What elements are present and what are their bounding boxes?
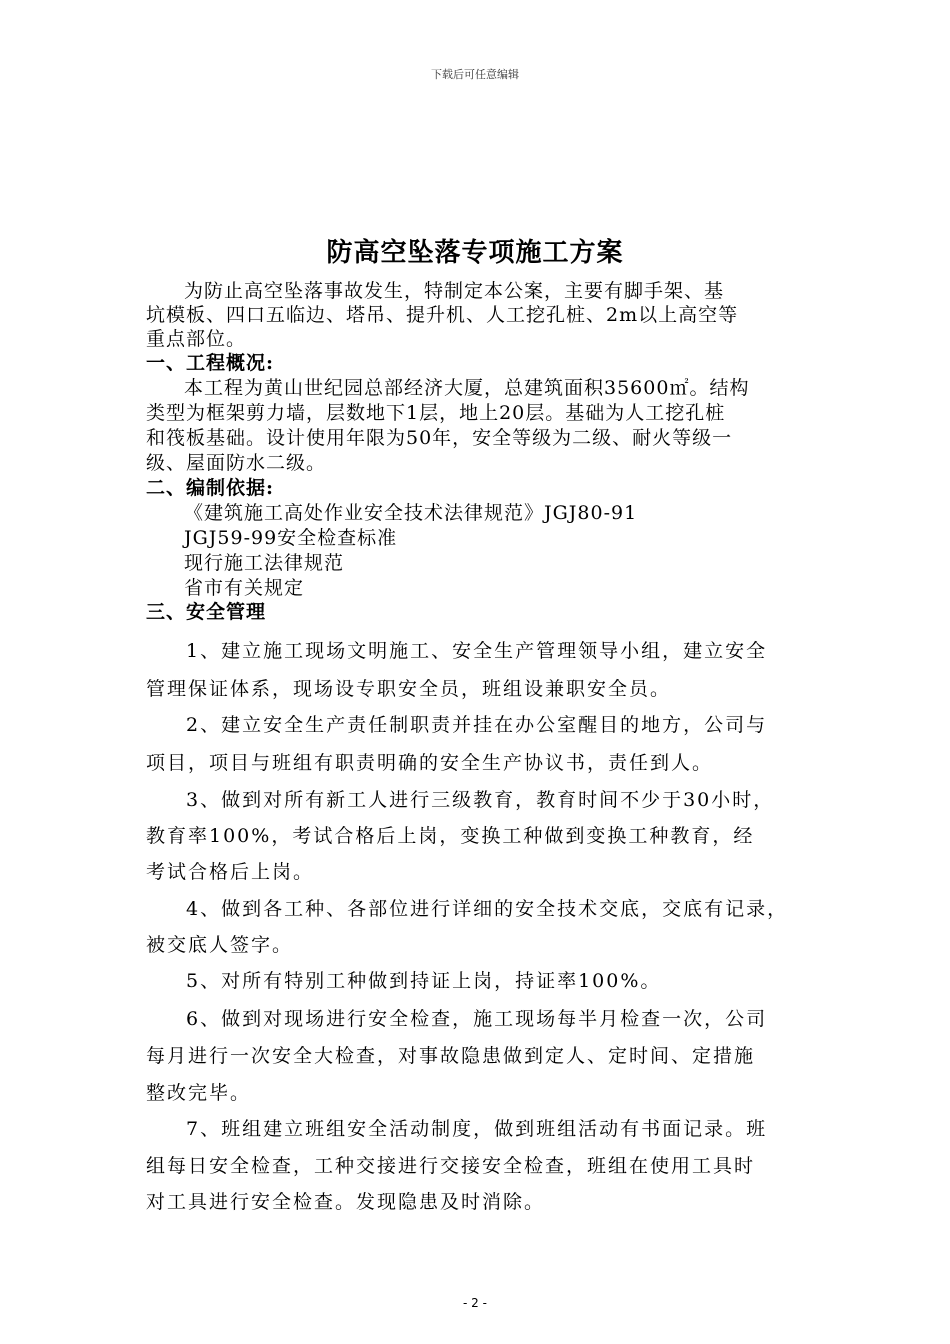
safety-line: 1、建立施工现场文明施工、安全生产管理领导小组，建立安全 bbox=[186, 640, 768, 662]
intro-line: 为防止高空坠落事故发生，特制定本公案，主要有脚手架、基 bbox=[184, 280, 725, 302]
safety-line: 每月进行一次安全大检查，对事故隐患做到定人、定时间、定措施 bbox=[146, 1045, 756, 1067]
basis-item: 省市有关规定 bbox=[184, 577, 305, 599]
overview-line: 类型为框架剪力墙，层数地下1层，地上20层。基础为人工挖孔桩 bbox=[146, 402, 726, 424]
overview-line: 和筏板基础。设计使用年限为50年，安全等级为二级、耐火等级一 bbox=[146, 427, 733, 449]
safety-line: 7、班组建立班组安全活动制度，做到班组活动有书面记录。班 bbox=[186, 1118, 768, 1140]
safety-line: 2、建立安全生产责任制职责并挂在办公室醒目的地方，公司与 bbox=[186, 714, 768, 736]
basis-item: 现行施工法律规范 bbox=[184, 552, 345, 574]
basis-item: 《建筑施工高处作业安全技术法律规范》JGJ80-91 bbox=[184, 502, 638, 524]
safety-line: 对工具进行安全检查。发现隐患及时消除。 bbox=[146, 1191, 546, 1213]
overview-line: 本工程为黄山世纪园总部经济大厦，总建筑面积35600㎡。结构 bbox=[184, 377, 750, 399]
basis-item: JGJ59-99安全检查标准 bbox=[184, 527, 398, 549]
safety-line: 组每日安全检查，工种交接进行交接安全检查，班组在使用工具时 bbox=[146, 1155, 756, 1177]
safety-line: 项目，项目与班组有职责明确的安全生产协议书，责任到人。 bbox=[146, 752, 714, 774]
section-heading-safety: 三、安全管理 bbox=[146, 601, 267, 623]
page-number: - 2 - bbox=[463, 1296, 487, 1310]
safety-line: 3、做到对所有新工人进行三级教育，教育时间不少于30小时， bbox=[186, 789, 775, 811]
safety-line: 被交底人签字。 bbox=[146, 934, 294, 956]
overview-line: 级、屋面防水二级。 bbox=[146, 452, 327, 474]
safety-line: 整改完毕。 bbox=[146, 1082, 252, 1104]
intro-line: 坑模板、四口五临边、塔吊、提升机、人工挖孔桩、2m以上高空等 bbox=[146, 304, 739, 326]
intro-line: 重点部位。 bbox=[146, 328, 247, 350]
safety-line: 5、对所有特别工种做到持证上岗，持证率100%。 bbox=[186, 970, 662, 992]
safety-line: 管理保证体系，现场设专职安全员，班组设兼职安全员。 bbox=[146, 678, 672, 700]
document-title: 防高空坠落专项施工方案 bbox=[326, 238, 624, 268]
safety-line: 6、做到对现场进行安全检查，施工现场每半月检查一次，公司 bbox=[186, 1008, 768, 1030]
header-note: 下载后可任意编辑 bbox=[431, 68, 519, 81]
section-heading-basis: 二、编制依据: bbox=[146, 477, 275, 499]
safety-line: 考试合格后上岗。 bbox=[146, 861, 315, 883]
section-heading-overview: 一、工程概况: bbox=[146, 352, 275, 374]
safety-line: 教育率100%，考试合格后上岗，变换工种做到变换工种教育，经 bbox=[146, 825, 755, 847]
safety-line: 4、做到各工种、各部位进行详细的安全技术交底，交底有记录， bbox=[186, 898, 789, 920]
